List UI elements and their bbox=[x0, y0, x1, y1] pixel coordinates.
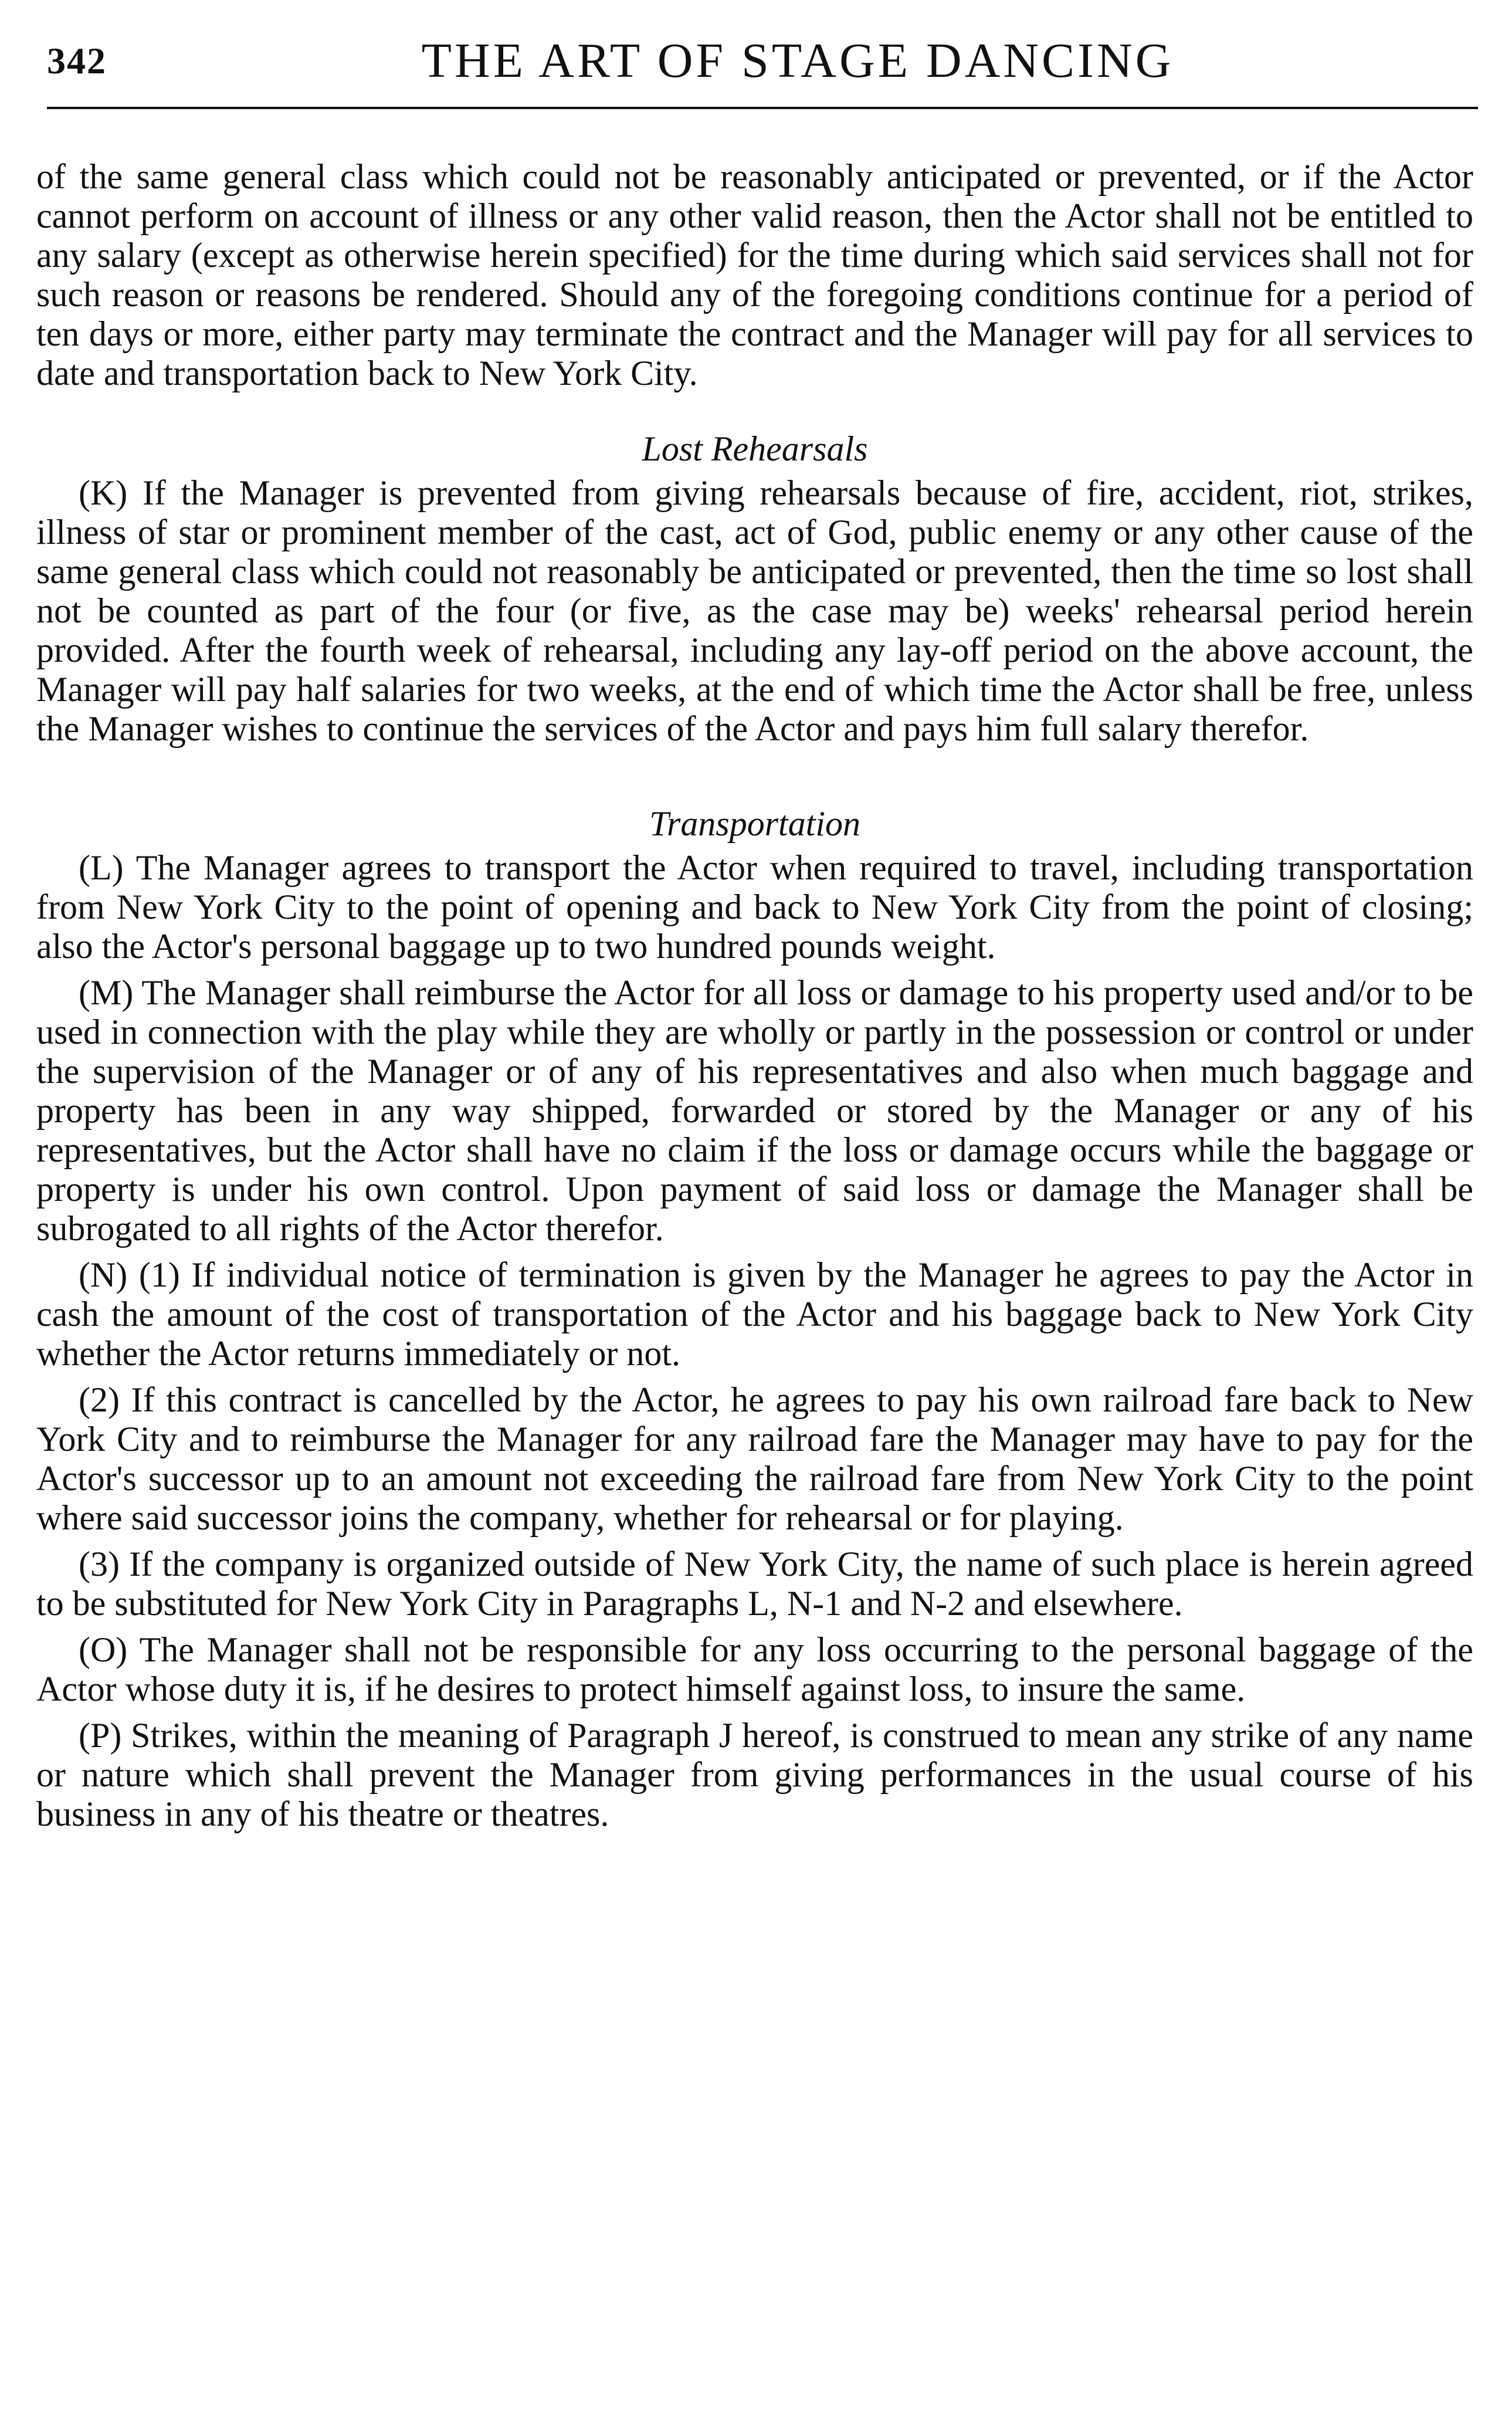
paragraph-p: (P) Strikes, within the meaning of Paragraph J hereof, is construed to mean any strike of any name or nature which shall prevent the Manager from giving performances in the usual course of his business in any of his theatre or theatres. bbox=[36, 1716, 1473, 1833]
paragraph-n-2: (2) If this contract is cancelled by the Actor, he agrees to pay his own railroad fare back to New York City and to reimburse the Manager for any railroad fare the Manager may have to pay for the Actor's successor up to an amount not exceeding the railroad fare from New York City to the point where said successor joins the company, whether for rehearsal or for playing. bbox=[36, 1380, 1473, 1537]
paragraph-n-1: (N) (1) If individual notice of termination is given by the Manager he agrees to pay the Actor in cash the amount of the cost of transportation of the Actor and his baggage back to New York City whether the Actor returns immediately or not. bbox=[36, 1255, 1473, 1373]
running-head bbox=[47, 32, 1478, 103]
section-heading-transportation: Transportation bbox=[649, 804, 861, 843]
paragraph-o: (O) The Manager shall not be responsible for any loss occurring to the personal baggage of the Actor whose duty it is, if he desires to protect himself against loss, to insure the same. bbox=[36, 1630, 1473, 1708]
paragraph-m: (M) The Manager shall reimburse the Actor for all loss or damage to his property used and/or to be used in connection with the play while they are wholly or partly in the possession or control or under the supervision of the Manager or of any of his representatives and also when much baggage and property has been in any way shipped, forwarded or stored by the Manager or any of his representatives, but the Actor shall have no claim if the loss or damage occurs while the baggage or property is under his own control. Upon payment of said loss or damage the Manager shall be subrogated to all rights of the Actor therefor. bbox=[36, 973, 1473, 1248]
header-rule bbox=[47, 107, 1478, 109]
paragraph-n-3: (3) If the company is organized outside of New York City, the name of such place is herein agreed to be substituted for New York City in Paragraphs L, N-1 and N-2 and elsewhere. bbox=[36, 1545, 1473, 1623]
page-body bbox=[36, 157, 1473, 1834]
paragraph-l: (L) The Manager agrees to transport the Actor when required to travel, including transportation from New York City to the point of opening and back to New York City from the point of closing; also the Actor's personal baggage up to two hundred pounds weight. bbox=[36, 848, 1473, 966]
section-heading-lost-rehearsals: Lost Rehearsals bbox=[642, 429, 868, 468]
page-number: 342 bbox=[47, 40, 107, 82]
continued-paragraph: of the same general class which could not be reasonably anticipated or prevented, or if the Actor cannot perform on account of illness or any other valid reason, then the Actor shall not be entitled to any salary (except as otherwise herein specified) for the time during which said services shall not for such reason or reasons be rendered. Should any of the foregoing conditions continue for a period of ten days or more, either party may terminate the contract and the Manager will pay for all services to date and transportation back to New York City. bbox=[36, 157, 1473, 392]
book-title: THE ART OF STAGE DANCING bbox=[421, 33, 1174, 88]
paragraph-k: (K) If the Manager is prevented from giving rehearsals because of fire, accident, riot, strikes, illness of star or prominent member of the cast, act of God, public enemy or any other cause of the same general class which could not reasonably be anticipated or prevented, then the time so lost shall not be counted as part of the four (or five, as the case may be) weeks' rehearsal period herein provided. After the fourth week of rehearsal, including any lay-off period on the above account, the Manager will pay half salaries for two weeks, at the end of which time the Actor shall be free, unless the Manager wishes to continue the services of the Actor and pays him full salary therefor. bbox=[36, 473, 1473, 748]
